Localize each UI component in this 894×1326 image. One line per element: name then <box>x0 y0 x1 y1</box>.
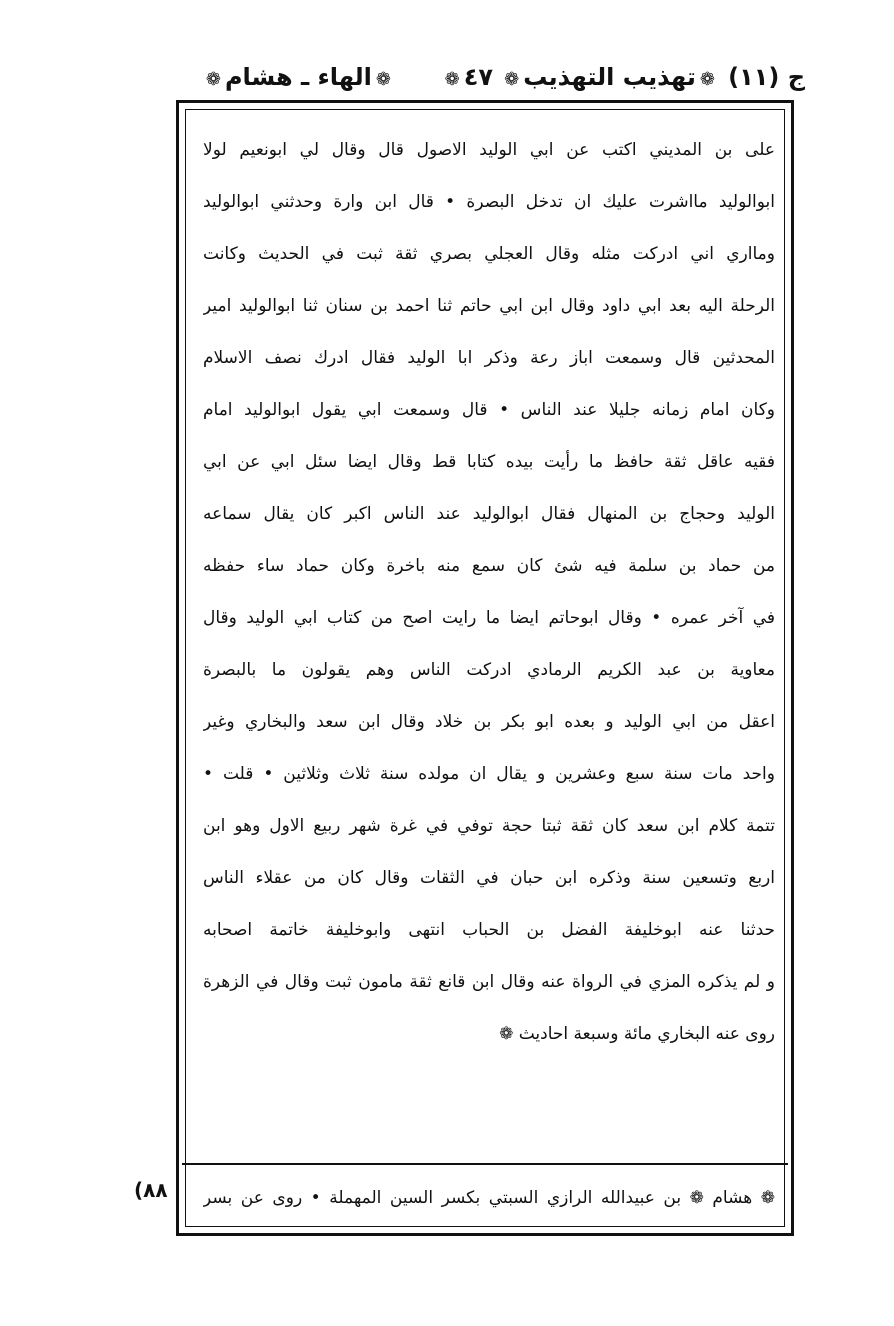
body-line: تتمة كلام ابن سعد كان ثقة ثبتا حجة توفي في غرة شهر ربيع الاول وهو ابن <box>203 816 775 836</box>
body-line: من حماد بن سلمة فيه شئ كان سمع منه باخرة وكان حماد ساء حفظه <box>203 556 775 576</box>
ornament-icon: ❁ <box>760 1188 775 1208</box>
page-number: ٤٧ <box>463 63 493 91</box>
page-number-group <box>441 58 493 99</box>
body-line: على بن المديني اكتب عن ابي الوليد الاصول قال وقال لي ابونعيم لولا <box>203 140 775 160</box>
body-line: الرحلة اليه بعد ابي داود وقال ابن ابي حاتم ثنا احمد بن سنان ثنا ابوالوليد امير <box>203 296 775 316</box>
body-line: اربع وتسعين سنة وذكره ابن حبان في الثقات وقال كان من عقلاء الناس <box>203 868 775 888</box>
body-line: وكان امام زمانه جليلا عند الناس • قال وسمعت ابي يقول ابوالوليد امام <box>203 400 775 420</box>
body-line: معاوية بن عبد الكريم الرمادي ادركت الناس وهم يقولون ما بالبصرة <box>203 660 775 680</box>
body-line: فقيه عاقل ثقة حافظ ما رأيت بيده كتابا قط وقال ايضا سئل ابي عن ابي <box>203 452 775 472</box>
body-line: ابوالوليد مااشرت عليك ان تدخل البصرة • قال ابن وارة وحدثني ابوالوليد <box>203 192 775 212</box>
body-line: واحد مات سنة سبع وعشرين و يقال ان مولده سنة ثلاث وثلاثين • قلت • <box>203 764 775 784</box>
body-line: اعقل من ابي الوليد و بعده ابو بكر بن خلاد وقال ابن سعد والبخاري وغير <box>203 712 775 732</box>
body-line: حدثنا عنه ابوخليفة الفضل بن الحباب انتهى وابوخليفة خاتمة اصحابه <box>203 920 775 940</box>
body-line-last: روى عنه البخاري مائة وسبعة احاديث ❁ <box>499 1024 775 1044</box>
body-line: الوليد وحجاج بن المنهال فقال ابوالوليد عند الناس اكبر كان يقال سماعه <box>203 504 775 524</box>
ornament-icon: ❁ <box>699 69 715 90</box>
margin-number: ٨٨) <box>134 1178 168 1202</box>
body-line: المحدثين قال وسمعت اباز رعة وذكر ابا الوليد فقال ادرك نصف الاسلام <box>203 348 775 368</box>
ornament-icon: ❁ <box>375 69 391 90</box>
book-title: تهذيب التهذيب <box>523 63 696 91</box>
body-line: و لم يذكره المزي في الرواة عنه وقال ابن قانع ثقة مامون ثبت وقال في الزهرة <box>203 972 775 992</box>
body-line: في آخر عمره • وقال ابوحاتم ايضا ما رايت اصح من كتاب ابي الوليد وقال <box>203 608 775 628</box>
volume-label: ج (١١) <box>728 63 805 91</box>
next-entry-text: هشام ❁ بن عبيدالله الرازي السبتي بكسر السين المهملة • روى عن بسر <box>203 1188 753 1208</box>
body-text <box>203 124 775 1060</box>
section-title: الهاء ـ هشام <box>224 63 372 91</box>
running-header <box>165 58 805 96</box>
entry-separator <box>182 1163 788 1165</box>
body-line: ومااري اني ادركت مثله وقال العجلي بصري ثقة ثبت في الحديث وكانت <box>203 244 775 264</box>
ornament-icon: ❁ <box>205 69 221 90</box>
book-title-group <box>500 58 719 99</box>
ornament-icon: ❁ <box>504 69 520 90</box>
next-entry <box>203 1172 775 1224</box>
section-group <box>202 58 395 99</box>
ornament-icon: ❁ <box>444 69 460 90</box>
